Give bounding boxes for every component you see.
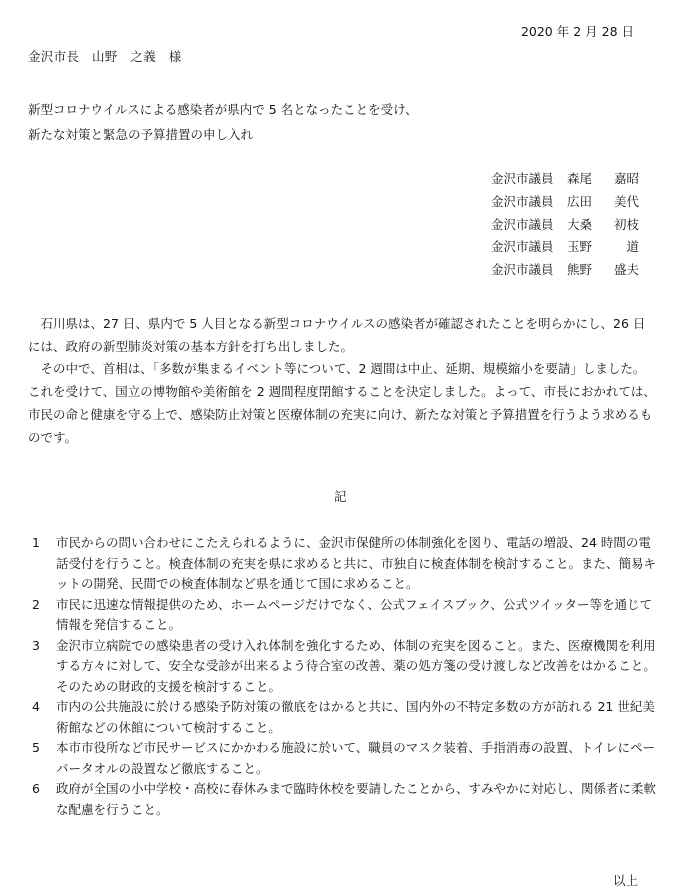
signer-given-name: 嘉昭 bbox=[613, 171, 639, 186]
request-text: 政府が全国の小中学校・高校に春休みまで臨時休校を要請したことから、すみやかに対応し、関係者に柔軟な配慮を行うこと。 bbox=[56, 781, 657, 817]
document-title bbox=[28, 97, 418, 147]
signer-role: 金沢市議員 bbox=[491, 239, 554, 255]
request-item bbox=[28, 595, 658, 636]
request-text: 市内の公共施設に於ける感染予防対策の徹底をはかると共に、国内外の不特定多数の方が訪れる 21 世紀美術館などの休館について検討すること。 bbox=[56, 699, 655, 735]
addressee: 金沢市長 山野 之義 様 bbox=[28, 49, 182, 64]
signer-name bbox=[567, 214, 639, 237]
request-text: 金沢市立病院での感染患者の受け入れ体制を強化するため、体制の充実を図ること。また、医療機関を利用する方々に対して、安全な受診が出来るよう待合室の改善、薬の処方箋の受け渡しなど改善をはかること。そのための財政的支援を検討すること。 bbox=[56, 637, 656, 694]
signer-family-name: 大桑 bbox=[567, 216, 593, 232]
request-list bbox=[28, 533, 658, 820]
signer-family-name: 広田 bbox=[567, 193, 593, 209]
body-paragraph-2: その中で、首相は、「多数が集まるイベント等について、2 週間は中止、延期、規模縮小を要請」しました。これを受けて、国立の博物館や美術館を 2 週間程度閉館することを決定しました。よって、市長におかれては、市民の命と健康を守る上で、感染防止対策と医療体制の充実に向け、新たな対策と予算措置を行うよう求めるものです。 bbox=[28, 361, 656, 445]
signer-role: 金沢市議員 bbox=[491, 216, 554, 232]
request-item bbox=[28, 533, 658, 595]
signer-row bbox=[491, 168, 639, 191]
signer-row bbox=[491, 259, 639, 282]
signer-name bbox=[567, 236, 639, 259]
closing-mark: 以上 bbox=[612, 873, 638, 888]
request-number: 2 bbox=[32, 596, 40, 612]
signer-family-name: 熊野 bbox=[567, 262, 593, 278]
request-text: 市民に迅速な情報提供のため、ホームページだけでなく、公式フェイスブック、公式ツイッター等を通じて情報を発信すること。 bbox=[56, 596, 653, 632]
signer-role: 金沢市議員 bbox=[491, 193, 554, 209]
signer-given-name: 美代 bbox=[613, 193, 639, 209]
signer-given-name: 道 bbox=[626, 239, 639, 255]
signer-name bbox=[567, 259, 639, 282]
signer-family-name: 玉野 bbox=[567, 239, 593, 255]
signer-row bbox=[491, 236, 639, 259]
title-line-2: 新たな対策と緊急の予算措置の申し入れ bbox=[28, 127, 254, 142]
request-number: 1 bbox=[32, 535, 40, 550]
signer-list bbox=[491, 168, 639, 282]
body-paragraph-1: 石川県は、27 日、県内で 5 人目となる新型コロナウイルスの感染者が確認されたことを明らかにし、26 日には、政府の新型肺炎対策の基本方針を打ち出しました。 bbox=[28, 316, 646, 354]
signer-name bbox=[567, 168, 639, 191]
request-item bbox=[28, 779, 658, 820]
signer-name bbox=[567, 191, 639, 214]
request-text: 市民からの問い合わせにこたえられるように、金沢市保健所の体制強化を図り、電話の増設、24 時間の電話受付を行うこと。検査体制の充実を県に求めると共に、市独自に検査体制を検討すること。また、簡易キットの開発、民間での検査体制など県を通じて国に求めること。 bbox=[56, 535, 657, 591]
request-number: 3 bbox=[32, 637, 40, 653]
ki-heading: 記 bbox=[334, 489, 347, 504]
request-number: 5 bbox=[32, 740, 40, 755]
request-item bbox=[28, 738, 658, 779]
request-number: 4 bbox=[32, 699, 40, 714]
request-item bbox=[28, 697, 658, 738]
document-date: 2020 年 2 月 28 日 bbox=[520, 24, 634, 39]
signer-given-name: 初枝 bbox=[613, 216, 639, 232]
signer-row bbox=[491, 214, 639, 237]
signer-row bbox=[491, 191, 639, 214]
signer-family-name: 森尾 bbox=[567, 171, 593, 186]
signer-given-name: 盛夫 bbox=[613, 262, 639, 278]
body-text bbox=[28, 313, 656, 449]
title-line-1: 新型コロナウイルスによる感染者が県内で 5 名となったことを受け、 bbox=[28, 102, 418, 117]
request-item bbox=[28, 636, 658, 698]
signer-role: 金沢市議員 bbox=[491, 171, 554, 186]
signer-role: 金沢市議員 bbox=[491, 262, 554, 278]
request-text: 本市市役所など市民サービスにかかわる施設に於いて、職員のマスク装着、手指消毒の設置、トイレにペーパータオルの設置など徹底すること。 bbox=[56, 740, 656, 776]
request-number: 6 bbox=[32, 781, 40, 796]
